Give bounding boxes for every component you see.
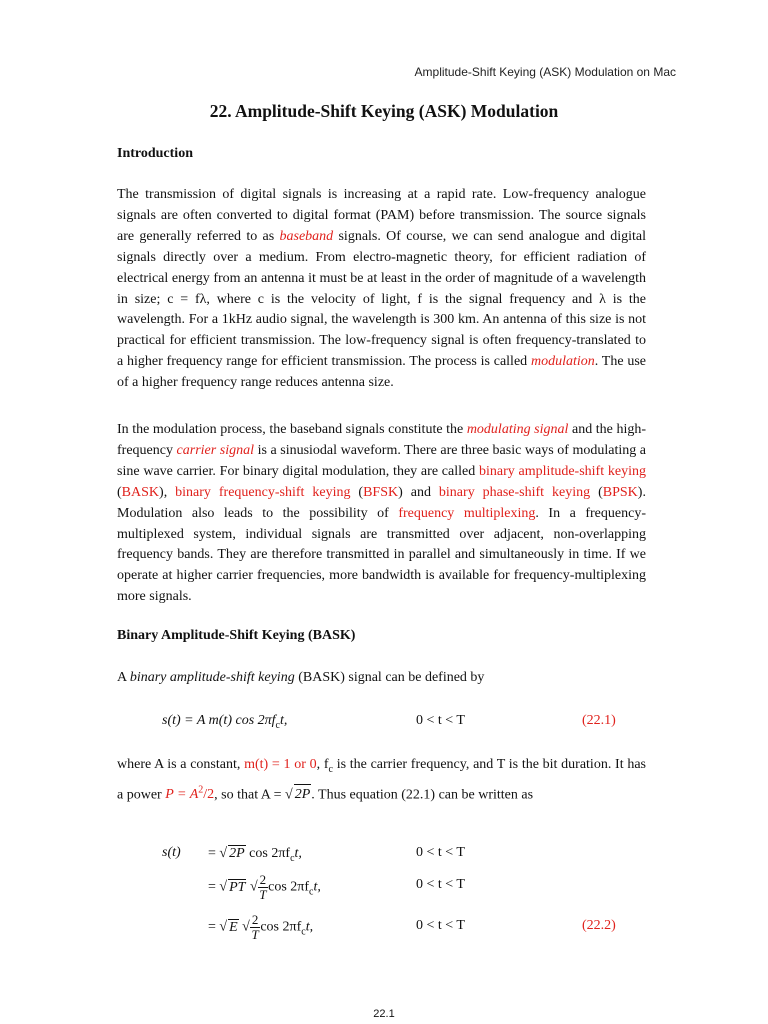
term-bfsk: binary frequency-shift keying — [175, 484, 351, 500]
equation-22-2-lhs: s(t) — [162, 845, 181, 860]
term-modulation: modulation — [530, 354, 595, 370]
term-modulating-signal: modulating signal — [466, 422, 569, 437]
term-carrier-signal: carrier signal — [176, 442, 254, 458]
m-of-t-value: m(t) = 1 or 0 — [244, 757, 317, 772]
equation-number-22-1: (22.1) — [582, 713, 616, 728]
equation-22-1-condition: 0 < t < T — [416, 713, 465, 728]
bask-definition: A binary amplitude-shift keying (BASK) signal can be defined by — [117, 670, 485, 685]
term-bask: binary amplitude-shift keying — [479, 463, 646, 479]
where-paragraph: where A is a constant, m(t) = 1 or 0, $f_c$ is the carrier frequency, and T is the bit duration. It has a power $P = A^2/2$, so that A = √ 2P. Thus equation (22.1) can be written as — [117, 755, 646, 806]
term-bpsk: binary phase-shift keying — [438, 484, 591, 500]
equation-22-1: s(t) = A m(t) $\cos 2\pi f_ct$, — [162, 713, 288, 731]
page-title: 22. Amplitude-Shift Keying (ASK) Modulation — [209, 101, 559, 121]
equation-22-2-row-1: = √ 2P $\cos 2\pi f_ct$, — [208, 846, 302, 864]
equation-22-2-row-2-condition: 0 < t < T — [416, 877, 465, 892]
term-frequency-multiplexing: frequency multiplexing — [398, 505, 536, 521]
term-baseband: baseband — [279, 228, 334, 244]
equation-number-22-2: (22.2) — [582, 918, 616, 933]
intro-paragraph-1: The transmission of digital signals is increasing at a rapid rate. Low-frequency analogue signals are often converted to digital format (PAM) before transmission. The source signals are generally referred to as baseband signals. Of course, we can send analogue and digital signals directly over a medium. From electro-magnetic theory, for efficient radiation of electrical energy from an antenna it must be at least in the order of magnitude of a wavelength in size; c = fλ, where c is the velocity of light, f is the signal frequency and λ is the wavelength. For a 1kHz audio signal, the wavelength is 300 km. An antenna of this size is not practical for efficient transmission. The low-frequency signal is often frequency-translated to a higher frequency range for efficient transmission. The process is called modulation. The use of a higher frequency range reduces antenna size. — [117, 187, 647, 391]
equation-22-2-row-1-condition: 0 < t < T — [416, 845, 465, 860]
page-number: 22.1 — [373, 1008, 395, 1020]
equation-22-2-row-3: = √ E √ $\frac{2}{T}$ $\cos 2\pi f_ct$, — [208, 912, 314, 942]
running-header: Amplitude-Shift Keying (ASK) Modulation on Mac — [414, 65, 676, 79]
power-formula: $P = A^2/2$ — [165, 784, 215, 803]
section-heading-bask: Binary Amplitude-Shift Keying (BASK) — [117, 628, 356, 643]
equation-22-2-row-2: = √ PT √ $\frac{2}{T}$ $\cos 2\pi f_ct$, — [208, 872, 321, 902]
section-heading-introduction: Introduction — [117, 146, 193, 161]
intro-paragraph-2: In the modulation process, the baseband signals constitute the modulating signal and the high-frequency carrier signal is a sinusiodal waveform. There are three basic ways of modulating a sine wave carrier. For binary digital modulation, they are called binary amplitude-shift keying (BASK), binary frequency-shift keying (BFSK) and binary phase-shift keying (BPSK). Modulation also leads to the possibility of frequency multiplexing. In a frequency-multiplexed system, individual signals are transmitted over adjacent, non-overlapping frequency bands. They are therefore transmitted in parallel and simultaneously in time. If we operate at higher carrier frequencies, more bandwidth is available for frequency-multiplexing more signals. — [117, 422, 647, 605]
equation-22-2-row-3-condition: 0 < t < T — [416, 918, 465, 933]
